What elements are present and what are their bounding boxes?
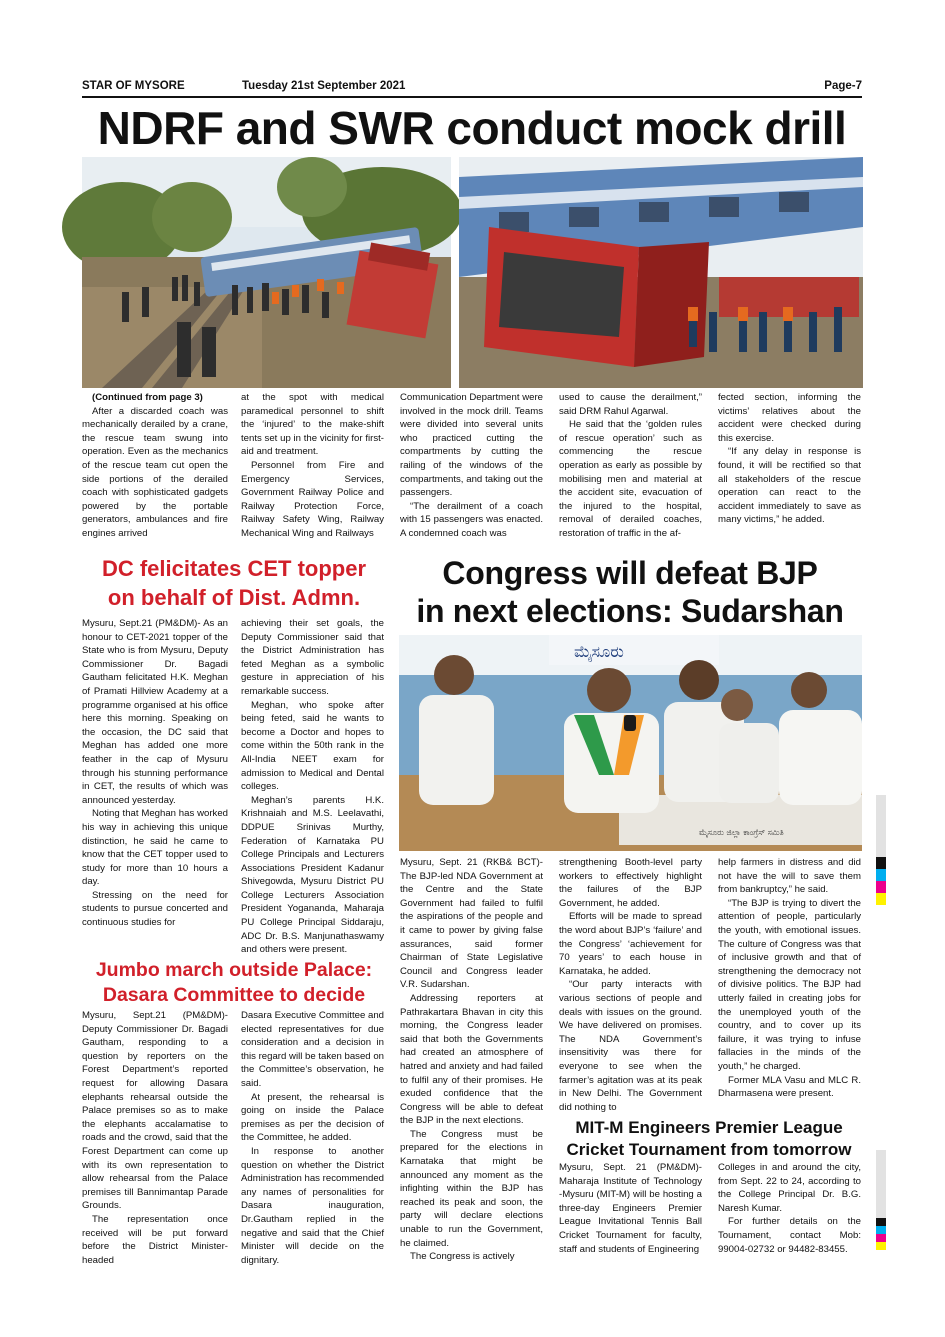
headline-line: Dasara Committee to decide [102,984,366,1006]
header-rule [82,96,862,98]
headline-line: on behalf of Dist. Admn. [107,585,361,610]
story2-paragraph: Noting that Meghan has worked his way in achieving this unique distinction, he said he came to know that the CET topper used to study for more than 10 hours a day. [82,808,228,888]
story3-paragraph: Mysuru, Sept.21 (PM&DM)- Deputy Commissioner Dr. Bagadi Gautham, responding to a question by reporters on the Forest Department’s reported request for allowing Dasara elephants rehearsal outside the Palace premises so as to make the elephants accalamatise to roads and the crowd, said that the Forest Department can come up with its own representation to allow rehearsal from the Palace premises till Bannimantap Parade Grounds. [82,1010,228,1212]
story4-paragraph: The Congress must be prepared for the elections in Karnataka that might be announced any moment as the infighting within the BJP has reached its peak and soon, the party will declare elections unable to run the Government, he claimed. [400,1128,543,1249]
story1-column-4 [559,391,702,547]
story1-column-3 [400,391,543,547]
story4-paragraph: help farmers in distress and did not have the will to save them from bankruptcy,” he said. [718,857,861,896]
headline-line: DC felicitates CET topper [101,556,367,581]
story4-paragraph: Efforts will be made to spread the word about BJP’s ‘failure’ and the Congress’ ‘achievement for 70 years’ to each house in Karnataka, he added. [559,911,702,977]
headline-mock-drill: NDRF and SWR conduct mock drill [97,102,847,154]
story4-paragraph: Former MLA Vasu and MLC R. Dharmasena were present. [718,1074,861,1100]
story3-paragraph: In response to another question on whether the District Administration has recommended any names of personalities for Dasara inauguration, Dr.Gautham replied in the negative and said that the Chief Minister will decide on the dignitary. [241,1145,384,1266]
story4-paragraph: Addressing reporters at Pathrakartara Bhavan in city this morning, the Congress leader said that both the Governments had created an atmosphere of hatred and anxiety and had failed to fulfil any of their promises. He exuded confidence that the Congress will be able to defeat the BJP in the next elections. [400,992,543,1127]
photo-press-meet [399,635,862,851]
story2-paragraph: Meghan, who spoke after being feted, said he wants to become a Doctor and hopes to come within the 50th rank in the All-India NEET exam for admission to Medical and Dental colleges. [241,699,384,793]
headline-mitm-cricket [553,1117,865,1161]
story4-paragraph: strengthening Booth-level party workers to effectively highlight the failures of the BJP Government, he added. [559,857,702,909]
story1-paragraph: “If any delay in response is found, it will be rectified so that all stakeholders of the rescue operation can react to the accident immediately to save as many victims,” he added. [718,446,861,526]
photo-mock-drill-wide [82,157,451,388]
story1-paragraph: fected section, informing the victims’ relatives about the accident were checked during this exercise. [718,392,861,444]
story4-paragraph: “The BJP is trying to divert the attention of people, particularly the youth, with emotional issues. The culture of Congress was that of inclusive growth and that of strengthening the democracy not of divisive politics. The BJP had utterly failed in creating jobs for the unemployed youth of the country, and to cover up its failure, it was trying to infuse fallacies in the minds of the youth,” he charged. [718,897,861,1072]
story5-paragraph: For further details on the Tournament, contact Mob: 99004-02732 or 94482-83455. [718,1216,861,1255]
headline-congress [396,554,864,630]
story1-paragraph: at the spot with medical paramedical personnel to shift the ‘injured’ to the make-shift tents set up in the vicinity for first-aid and treatment. [241,392,384,458]
headline-line: Jumbo march outside Palace: [95,959,373,981]
story2-paragraph: Meghan’s parents H.K. Krishnaiah and M.S. Leelavathi, DDPUE Srinivas Murthy, Federation of Karnataka PU College Principals and Lecturers Associations President Kadanur Shivegowda, Mysuru District PU College Lecturers Association President Yogananda, Maharaja PU College Principal Siddaraju, ADC Dr. B.S. Manjunathaswamy and others were present. [241,794,384,956]
story3-column-2 [241,1009,384,1266]
issue-date: Tuesday 21st September 2021 [242,80,406,92]
story3-paragraph: At present, the rehearsal is going on inside the Palace premises as per the decision of the Committee, he added. [241,1091,384,1144]
story1-column-1 [82,391,228,547]
headline-jumbo-march [80,958,388,1008]
photo-banner-text: ಮೈಸೂರು [574,642,624,661]
print-registration-bar [876,1150,886,1250]
story5-column-2 [718,1161,861,1261]
photo-derailed-coach [459,157,863,388]
headline-line: Congress will defeat BJP [442,555,818,591]
story5-column-1 [559,1161,702,1261]
story1-paragraph: He said that the ‘golden rules of rescue operation’ such as commencing the rescue operation as early as possible by mobilising men and material at the accident site, evacuation of the injured to the hospital, removal of derailed coaches, restoration of traffic in the af- [559,419,702,539]
page-header [82,80,862,94]
story2-paragraph: achieving their set goals, the Deputy Commissioner said that the District Administration has feted Meghan as a symbolic gesture in appreciation of his remarkable success. [241,618,384,697]
page-number: Page-7 [824,80,862,92]
story4-paragraph: Mysuru, Sept. 21 (RKB& BCT)- The BJP-led NDA Government at the Centre and the State Government had failed to fulfil the aspirations of the people and it came to power by giving false assurances, said former Chairman of State Legislative Council and Congress leader V.R. Sudarshan. [400,857,543,991]
story1-paragraph: “The derailment of a coach with 15 passengers was enacted. A condemned coach was [400,500,543,539]
story1-paragraph: After a discarded coach was mechanically derailed by a crane, the rescue team swung into operation. Even as the mechanics of the rescue team cut open the side portions of the derailed coach with sophisticated gadgets powered by the portable generators, ambulances and fire engines arrived [82,405,228,539]
story2-paragraph: Mysuru, Sept.21 (PM&DM)- As an honour to CET-2021 topper of the State who is from Mysuru, Deputy Commissioner Dr. Bagadi Gautham felicitated H.K. Meghan of Pramati Hillview Academy at a programme organised at his office here this morning. Speaking on the occasion, the DC said that Meghan has added one more feather in the cap of Mysuru through his stunning performance in CET, the results of which was announced yesterday. [82,618,228,806]
story4-column-1 [400,856,543,1262]
headline-line: MIT-M Engineers Premier League [575,1118,843,1137]
story1-column-2 [241,391,384,547]
publication-name: STAR OF MYSORE [82,80,185,92]
story4-column-3 [718,856,861,1106]
story2-column-1 [82,617,228,950]
headline-cet-topper [80,554,388,612]
print-registration-bar [876,795,886,915]
story1-paragraph: used to cause the derailment,” said DRM Rahul Agarwal. [559,392,702,417]
story4-paragraph: The Congress is actively [410,1251,515,1263]
story1-paragraph: Personnel from Fire and Emergency Services, Government Railway Police and Railway Protection Force, Railway Safety Wing, Railway Mechanical Wing and Railways [241,459,384,539]
headline-line: Cricket Tournament from tomorrow [566,1140,852,1159]
story1-paragraph: Communication Department were involved in the mock drill. Teams were divided into several units who practiced cutting the compartments by cutting the railing of the windows of the compartments, and taking out the passengers. [400,392,543,499]
story2-column-2 [241,617,384,956]
story4-column-2 [559,856,702,1113]
story5-paragraph: Colleges in and around the city, from Sept. 22 to 24, according to the College Principal Dr. B.G. Naresh Kumar. [718,1162,861,1214]
story3-paragraph: Dasara Executive Committee and elected representatives for due consideration and a decision in this regard will be taken based on the Committee’s observation, he said. [241,1010,384,1089]
story3-paragraph: The representation once received will be put forward before the District Minister-headed [82,1213,228,1266]
continued-note: (Continued from page 3) [92,392,203,403]
story1-column-5 [718,391,861,547]
story2-paragraph: Stressing on the need for students to pursue concerted and continuous studies for [82,889,228,929]
headline-line: in next elections: Sudarshan [416,593,844,629]
story3-column-1 [82,1009,228,1266]
story5-paragraph: Mysuru, Sept. 21 (PM&DM)- Maharaja Institute of Technology -Mysuru (MIT-M) will be hosting a three-day Engineers Premier League Invitational Tennis Ball Cricket Tournament for faculty, staff and students of Engineering [559,1162,702,1255]
story4-paragraph: “Our party interacts with various sections of people and deals with issues on the ground. We have delivered on promises. The NDA Government’s insensitivity was there for everyone to see when the farmer’s agitation was at its peak in New Delhi. The Government did nothing to [559,979,702,1113]
photo-table-text: ಮೈಸೂರು ಜಿಲ್ಲಾ ಕಾಂಗ್ರೆಸ್ ಸಮಿತಿ [699,828,784,837]
